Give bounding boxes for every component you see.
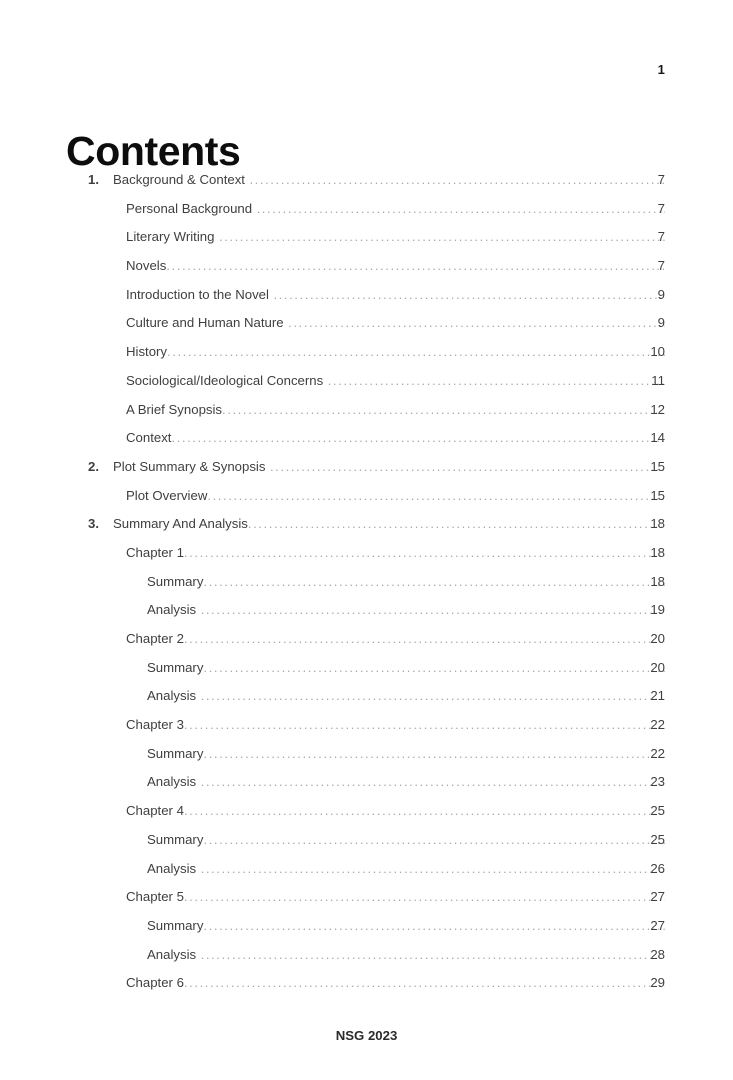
toc-entry[interactable] bbox=[0, 287, 733, 316]
toc-entry-label: Plot Overview bbox=[126, 487, 208, 503]
toc-entry[interactable] bbox=[0, 344, 733, 373]
toc-entry[interactable] bbox=[0, 172, 733, 201]
toc-entry[interactable] bbox=[0, 774, 733, 803]
page-title: Contents bbox=[66, 128, 241, 175]
toc-entry-label: Sociological/Ideological Concerns bbox=[126, 372, 324, 388]
toc-entry-page: 22 bbox=[650, 745, 665, 761]
toc-entry-label: Analysis bbox=[147, 860, 197, 876]
toc-entry[interactable] bbox=[0, 803, 733, 832]
toc-entry-page: 20 bbox=[650, 631, 665, 646]
toc-entry-page: 15 bbox=[650, 487, 665, 503]
toc-entry-label: Novels bbox=[126, 258, 167, 274]
toc-entry[interactable] bbox=[0, 459, 733, 488]
toc-entry-label: Background & Context bbox=[113, 172, 245, 187]
toc-entry-label: Summary bbox=[147, 659, 204, 675]
toc-entry-page: 9 bbox=[657, 315, 665, 331]
toc-entry-label: Analysis bbox=[147, 774, 197, 790]
toc-entry-label: Summary And Analysis bbox=[113, 516, 248, 532]
toc-entry[interactable] bbox=[0, 315, 733, 344]
toc-entry[interactable] bbox=[0, 631, 733, 660]
toc-entry-label: Culture and Human Nature bbox=[126, 315, 284, 331]
toc-entry-page: 12 bbox=[650, 401, 665, 417]
toc-entry-page: 18 bbox=[650, 573, 665, 589]
toc-entry-page: 11 bbox=[651, 372, 665, 388]
toc-entry-label: Chapter 3 bbox=[126, 717, 184, 733]
toc-entry-label: History bbox=[126, 344, 168, 360]
toc-entry-label: Context bbox=[126, 430, 172, 446]
toc-entry-label: Chapter 2 bbox=[126, 631, 184, 646]
toc-entry-label: Chapter 1 bbox=[126, 544, 184, 560]
toc-entry-page: 10 bbox=[650, 344, 665, 360]
toc-entry[interactable] bbox=[0, 832, 733, 861]
toc-entry[interactable] bbox=[0, 430, 733, 459]
toc-entry-page: 27 bbox=[650, 917, 665, 933]
toc-entry-label: Chapter 6 bbox=[126, 975, 184, 991]
toc-entry-page: 18 bbox=[650, 544, 665, 560]
toc-entry-page: 18 bbox=[650, 516, 665, 532]
toc-entry[interactable] bbox=[0, 516, 733, 545]
toc-entry-page: 28 bbox=[650, 946, 665, 962]
toc-entry[interactable] bbox=[0, 402, 733, 431]
toc-entry-page: 15 bbox=[650, 458, 665, 474]
toc-entry-label: Summary bbox=[147, 831, 204, 847]
toc-entry[interactable] bbox=[0, 746, 733, 775]
toc-entry-page: 20 bbox=[650, 659, 665, 675]
toc-entry-page: 7 bbox=[657, 172, 665, 187]
toc-entry-page: 7 bbox=[657, 258, 665, 274]
toc-entry-number: 3. bbox=[88, 516, 99, 532]
toc-entry[interactable] bbox=[0, 688, 733, 717]
toc-entry-page: 26 bbox=[650, 860, 665, 876]
toc-entry-page: 23 bbox=[650, 774, 665, 790]
toc-entry[interactable] bbox=[0, 229, 733, 258]
toc-entry-page: 21 bbox=[650, 688, 665, 704]
toc-entry[interactable] bbox=[0, 602, 733, 631]
toc-entry-label: Analysis bbox=[147, 688, 197, 704]
toc-entry-page: 25 bbox=[650, 831, 665, 847]
toc-entry-label: Summary bbox=[147, 745, 204, 761]
toc-entry[interactable] bbox=[0, 918, 733, 947]
toc-entry[interactable] bbox=[0, 373, 733, 402]
toc-entry-page: 25 bbox=[650, 803, 665, 819]
toc-entry[interactable] bbox=[0, 574, 733, 603]
toc-entry[interactable] bbox=[0, 861, 733, 890]
page-footer: NSG 2023 bbox=[335, 1028, 398, 1043]
toc-entry-page: 9 bbox=[657, 286, 665, 302]
toc-entry-page: 29 bbox=[650, 975, 665, 991]
toc-entry[interactable] bbox=[0, 488, 733, 517]
toc-entry-label: Personal Background bbox=[126, 200, 253, 216]
toc-entry-label: Analysis bbox=[147, 946, 197, 962]
toc-entry-label: A Brief Synopsis bbox=[126, 401, 223, 417]
toc-entry-label: Summary bbox=[147, 573, 204, 589]
toc-entry-label: Analysis bbox=[147, 602, 197, 618]
toc-entry-label: Literary Writing bbox=[126, 229, 215, 245]
toc-entry-number: 1. bbox=[88, 172, 99, 187]
toc-entry[interactable] bbox=[0, 717, 733, 746]
toc-entry-page: 19 bbox=[650, 602, 665, 618]
toc-entry[interactable] bbox=[0, 201, 733, 230]
toc-entry-label: Chapter 4 bbox=[126, 803, 184, 819]
toc-entry-number: 2. bbox=[88, 458, 99, 474]
toc-entry-label: Introduction to the Novel bbox=[126, 286, 269, 302]
toc-entry-label: Plot Summary & Synopsis bbox=[113, 458, 266, 474]
toc-entry[interactable] bbox=[0, 660, 733, 689]
toc-entry-page: 7 bbox=[657, 229, 665, 245]
toc-entry-label: Summary bbox=[147, 917, 204, 933]
toc-entry[interactable] bbox=[0, 889, 733, 918]
toc-entry-page: 22 bbox=[650, 717, 665, 733]
toc-entry-page: 14 bbox=[650, 430, 665, 446]
toc-entry[interactable] bbox=[0, 947, 733, 976]
toc-entry-page: 27 bbox=[650, 889, 665, 905]
toc-entry[interactable] bbox=[0, 545, 733, 574]
toc-entry[interactable] bbox=[0, 975, 733, 1004]
toc-entry-label: Chapter 5 bbox=[126, 889, 184, 905]
toc-entry-page: 7 bbox=[657, 200, 665, 216]
table-of-contents bbox=[0, 172, 733, 1004]
toc-entry[interactable] bbox=[0, 258, 733, 287]
page-number: 1 bbox=[657, 62, 665, 77]
